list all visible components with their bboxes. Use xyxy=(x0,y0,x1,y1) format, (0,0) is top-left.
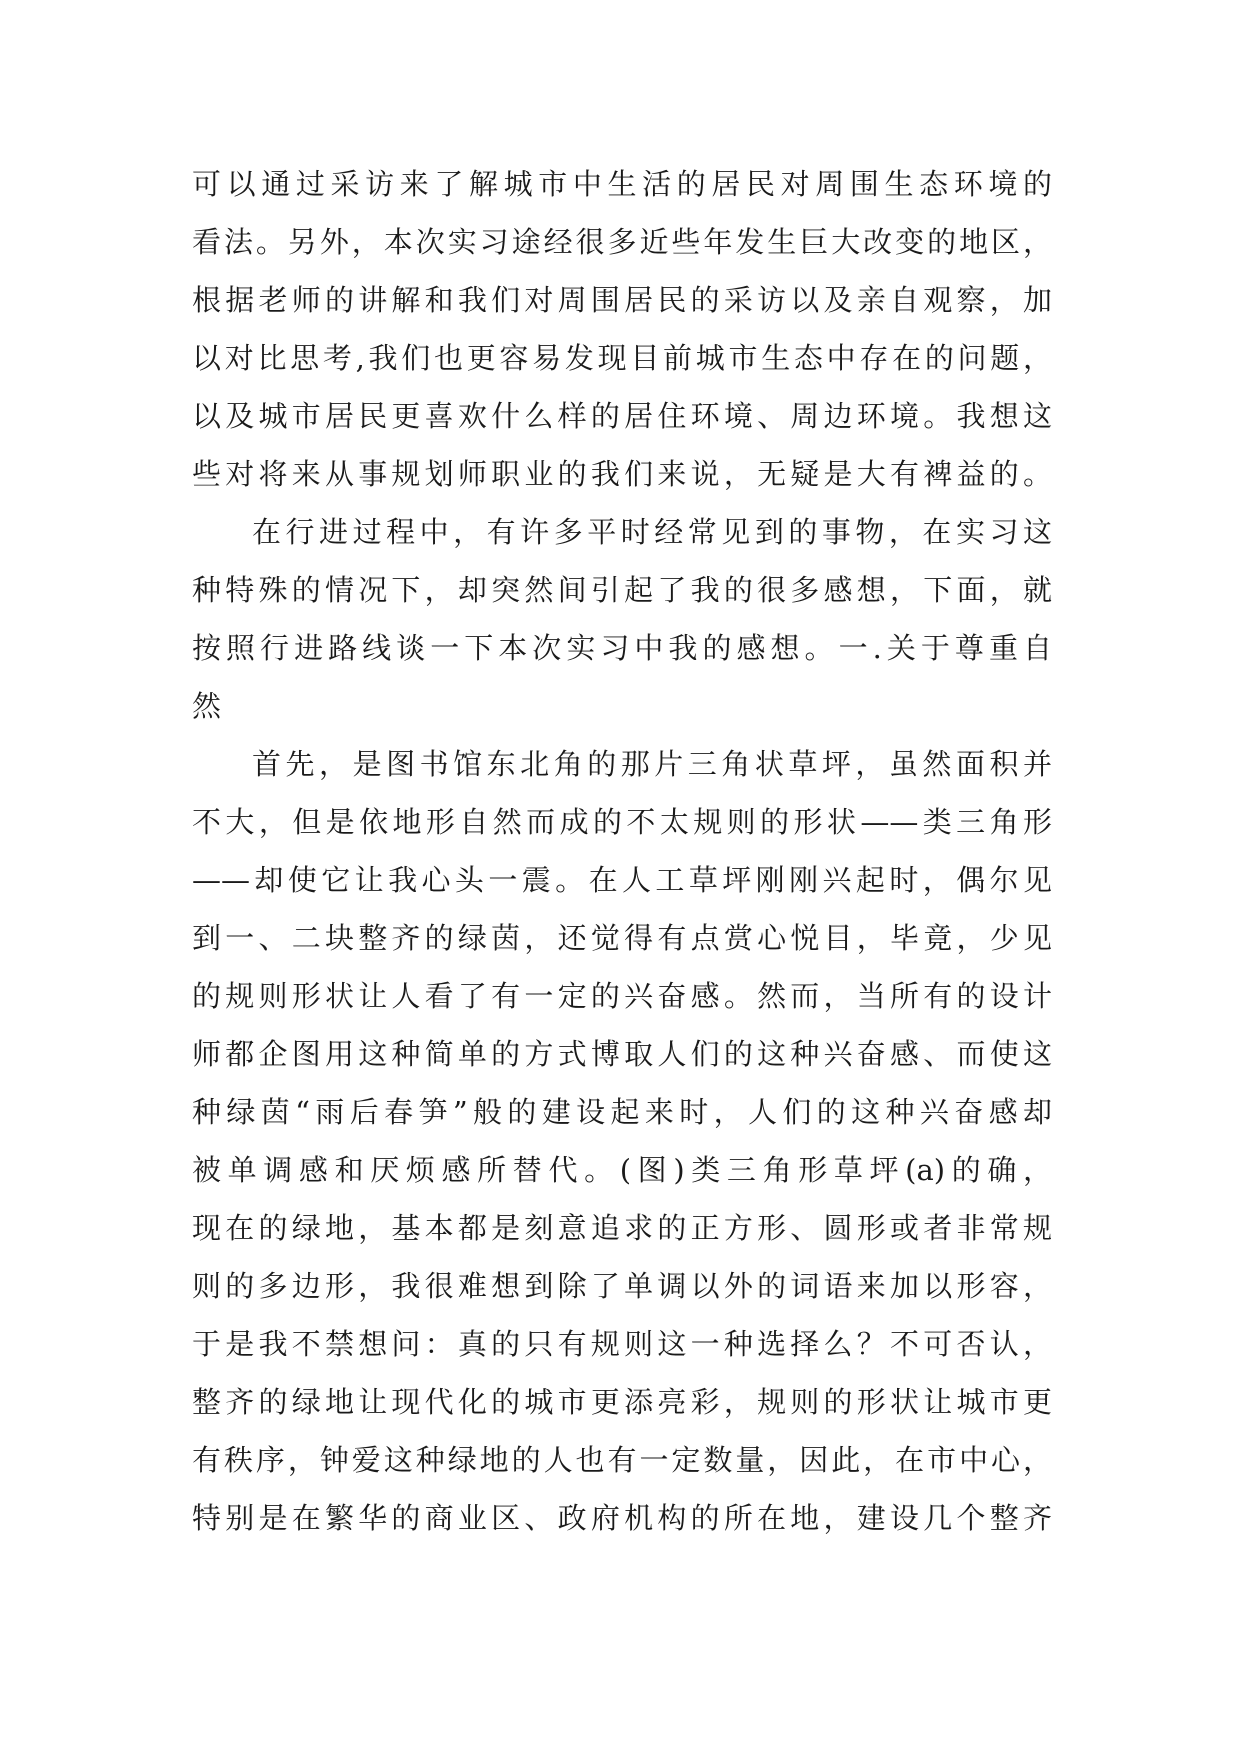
text-line: 的规则形状让人看了有一定的兴奋感。然而，当所有的设计 xyxy=(192,979,1052,1013)
text-line: 在行进过程中，有许多平时经常见到的事物，在实习这 xyxy=(252,515,1052,549)
text-line: 有秩序，钟爱这种绿地的人也有一定数量，因此，在市中心， xyxy=(192,1443,1052,1477)
text-line: 以对比思考,我们也更容易发现目前城市生态中存在的问题， xyxy=(192,341,1052,375)
text-line: 看法。另外，本次实习途经很多近些年发生巨大改变的地区， xyxy=(192,225,1052,259)
text-line: 根据老师的讲解和我们对周围居民的采访以及亲自观察，加 xyxy=(192,283,1052,317)
text-line: 被单调感和厌烦感所替代。(图)类三角形草坪(a)的确， xyxy=(192,1153,1052,1187)
text-line: 现在的绿地，基本都是刻意追求的正方形、圆形或者非常规 xyxy=(192,1211,1052,1245)
text-line: 特别是在繁华的商业区、政府机构的所在地，建设几个整齐 xyxy=(192,1501,1052,1535)
text-line: 种绿茵“雨后春笋”般的建设起来时，人们的这种兴奋感却 xyxy=(192,1095,1052,1129)
text-line: 些对将来从事规划师职业的我们来说，无疑是大有裨益的。 xyxy=(192,457,1052,491)
text-line: 到一、二块整齐的绿茵，还觉得有点赏心悦目，毕竟，少见 xyxy=(192,921,1052,955)
text-line: 首先，是图书馆东北角的那片三角状草坪，虽然面积并 xyxy=(252,747,1052,781)
text-line: 师都企图用这种简单的方式博取人们的这种兴奋感、而使这 xyxy=(192,1037,1052,1071)
text-line: 可以通过采访来了解城市中生活的居民对周围生态环境的 xyxy=(192,167,1052,201)
text-line: 种特殊的情况下，却突然间引起了我的很多感想，下面，就 xyxy=(192,573,1052,607)
text-line: 则的多边形，我很难想到除了单调以外的词语来加以形容， xyxy=(192,1269,1052,1303)
text-line: 整齐的绿地让现代化的城市更添亮彩，规则的形状让城市更 xyxy=(192,1385,1052,1419)
text-line: 然 xyxy=(192,689,222,723)
text-line: 以及城市居民更喜欢什么样的居住环境、周边环境。我想这 xyxy=(192,399,1052,433)
text-line: 于是我不禁想问：真的只有规则这一种选择么？不可否认， xyxy=(192,1327,1052,1361)
text-line: ——却使它让我心头一震。在人工草坪刚刚兴起时，偶尔见 xyxy=(192,863,1052,897)
text-line: 按照行进路线谈一下本次实习中我的感想。一.关于尊重自 xyxy=(192,631,1052,665)
body-text xyxy=(192,155,1052,1547)
text-line: 不大，但是依地形自然而成的不太规则的形状——类三角形 xyxy=(192,805,1052,839)
